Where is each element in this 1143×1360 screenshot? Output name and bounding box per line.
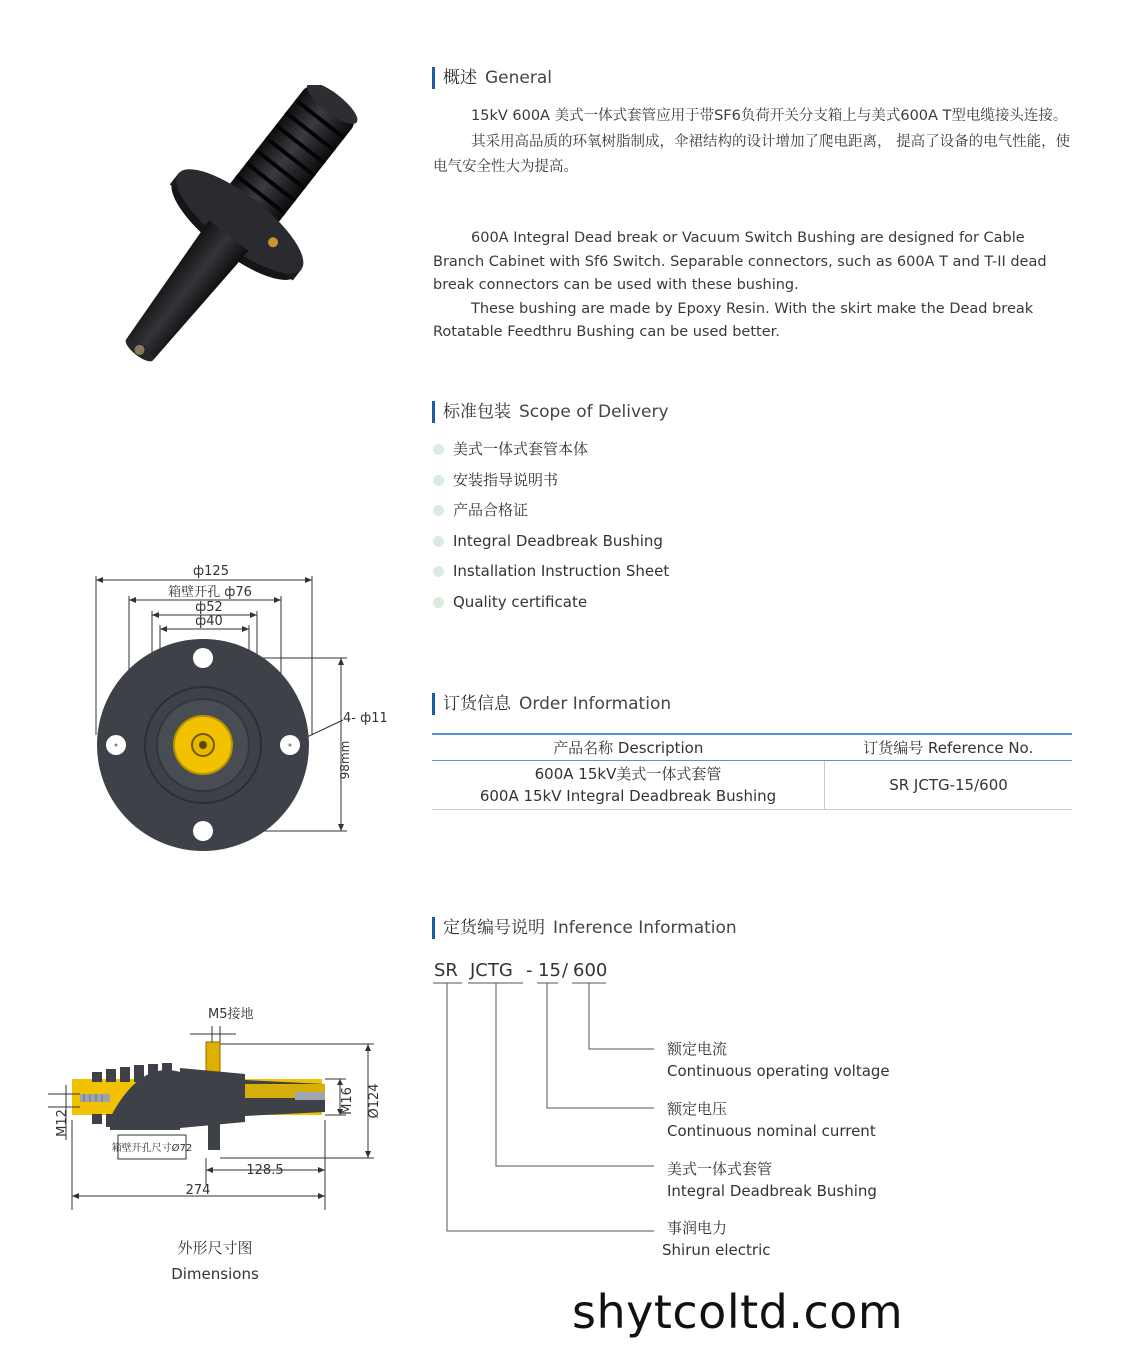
inference-title-cn: 定货编号说明 bbox=[443, 918, 545, 938]
code-dash: - bbox=[526, 960, 533, 981]
table-header-row bbox=[432, 734, 1072, 761]
label-274: 274 bbox=[185, 1183, 211, 1198]
table-row bbox=[432, 761, 1072, 810]
label-d124: Ø124 bbox=[367, 1083, 382, 1119]
list-item: Installation Instruction Sheet bbox=[433, 559, 669, 590]
col-description: 产品名称 Description bbox=[432, 734, 825, 761]
desc-en: 600A 15kV Integral Deadbreak Bushing bbox=[479, 787, 777, 805]
label-d40: ф40 bbox=[195, 614, 223, 629]
delivery-title-en: Scope of Delivery bbox=[519, 402, 669, 422]
def-current bbox=[667, 1038, 890, 1082]
code-jctg: JCTG bbox=[470, 960, 513, 981]
inference-title-en: Inference Information bbox=[553, 918, 737, 938]
label-hole72: 箱壁开孔尺寸Ø72 bbox=[111, 1143, 193, 1154]
delivery-title bbox=[432, 401, 669, 423]
label-holes: 4- ф11 bbox=[343, 711, 388, 726]
def-current-cn: 额定电流 bbox=[667, 1040, 728, 1058]
cell-reference: SR JCTG-15/600 bbox=[825, 761, 1073, 810]
def-company bbox=[662, 1217, 770, 1261]
general-cn-p2: 其采用高品质的环氧树脂制成，伞裙结构的设计增加了爬电距离， 提高了设备的电气性能，使电气安全性大为提高。 bbox=[433, 133, 1071, 175]
order-title-cn: 订货信息 bbox=[443, 694, 511, 714]
side-view-drawing bbox=[40, 1000, 390, 1215]
order-title bbox=[432, 693, 671, 715]
general-title-cn: 概述 bbox=[443, 68, 477, 88]
label-m12: M12 bbox=[55, 1109, 70, 1137]
code-leader-lines bbox=[430, 980, 670, 1240]
dimensions-cn: 外形尺寸图 bbox=[177, 1239, 253, 1257]
def-company-cn: 事润电力 bbox=[667, 1219, 728, 1237]
code-600: 600 bbox=[573, 960, 608, 981]
website-text: shytcoltd.com bbox=[572, 1285, 904, 1339]
general-title bbox=[432, 67, 552, 89]
def-voltage-en: Continuous nominal current bbox=[667, 1122, 876, 1140]
label-hole76: 箱壁开孔 ф76 bbox=[168, 585, 252, 600]
dimensions-en: Dimensions bbox=[171, 1265, 259, 1283]
general-en-p1: 600A Integral Dead break or Vacuum Switch Bushing are designed for Cable Branch Cabinet with Sf6 Switch. Separable connectors, such as 600A T and T-II dead break connectors can be used with these bushing. bbox=[433, 230, 1047, 293]
list-item: Quality certificate bbox=[433, 590, 669, 621]
front-view-drawing bbox=[85, 560, 405, 860]
general-cn-p1: 15kV 600A 美式一体式套管应用于带SF6负荷开关分支箱上与美式600A T型电缆接头连接。 bbox=[471, 108, 1068, 124]
bushing-photo bbox=[78, 85, 363, 385]
list-item: 美式一体式套管本体 bbox=[433, 437, 669, 468]
code-sr: SR bbox=[434, 960, 458, 981]
code-15: 15 bbox=[538, 960, 561, 981]
def-bushing-cn: 美式一体式套管 bbox=[667, 1160, 773, 1178]
cell-description bbox=[432, 761, 825, 810]
label-h98: 98mm bbox=[338, 740, 352, 780]
def-bushing bbox=[667, 1158, 877, 1202]
col-reference: 订货编号 Reference No. bbox=[825, 734, 1073, 761]
list-item: 产品合格证 bbox=[433, 498, 669, 529]
general-cn-text bbox=[433, 104, 1078, 181]
general-en-text bbox=[433, 227, 1078, 345]
general-title-en: General bbox=[485, 68, 552, 88]
def-voltage-cn: 额定电压 bbox=[667, 1100, 728, 1118]
delivery-title-cn: 标准包装 bbox=[443, 402, 511, 422]
code-slash: / bbox=[562, 960, 569, 981]
def-voltage bbox=[667, 1098, 876, 1142]
def-bushing-en: Integral Deadbreak Bushing bbox=[667, 1182, 877, 1200]
general-en-p2: These bushing are made by Epoxy Resin. With the skirt make the Dead break Rotatable Feedthru Bushing can be used better. bbox=[433, 300, 1034, 340]
inference-title bbox=[432, 917, 737, 939]
order-title-en: Order Information bbox=[519, 694, 672, 714]
dimensions-caption bbox=[100, 1235, 330, 1287]
def-company-en: Shirun electric bbox=[662, 1241, 771, 1259]
order-table bbox=[432, 733, 1072, 810]
label-d125: ф125 bbox=[193, 564, 229, 579]
desc-cn: 600A 15kV美式一体式套管 bbox=[534, 765, 722, 783]
list-item: Integral Deadbreak Bushing bbox=[433, 529, 669, 560]
label-d52: ф52 bbox=[195, 600, 223, 615]
label-m5: M5接地 bbox=[208, 1007, 254, 1022]
delivery-list bbox=[433, 437, 669, 621]
label-1285: 128.5 bbox=[246, 1163, 284, 1178]
label-m16: M16 bbox=[340, 1087, 355, 1115]
list-item: 安装指导说明书 bbox=[433, 468, 669, 499]
def-current-en: Continuous operating voltage bbox=[667, 1062, 890, 1080]
